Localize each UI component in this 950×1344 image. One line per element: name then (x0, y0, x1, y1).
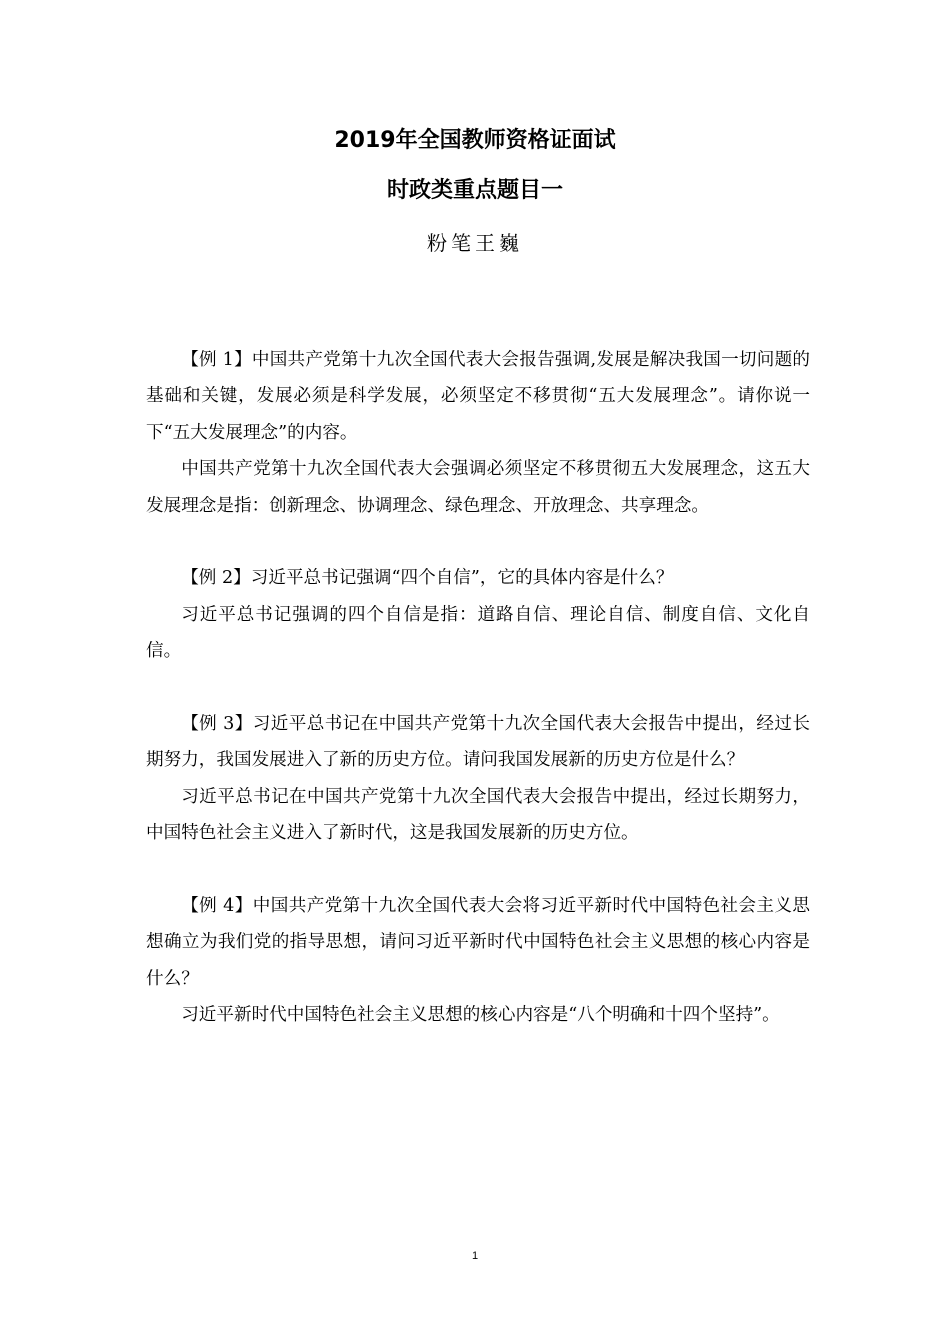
example-label: 【例 3】 (181, 714, 253, 735)
example-2 (146, 560, 810, 669)
example-label: 【例 2】 (181, 568, 251, 589)
example-label: 【例 1】 (181, 350, 252, 370)
example-3 (146, 706, 810, 852)
example-label: 【例 4】 (181, 896, 253, 917)
document-title: 2019年全国教师资格证面试 (334, 128, 616, 153)
question-text: 习近平总书记强调“四个自信”，它的具体内容是什么？ (250, 568, 674, 589)
document-subtitle: 时政类重点题目一 (386, 178, 563, 203)
document-body (146, 342, 810, 1070)
example-1 (146, 342, 810, 524)
example-question (146, 888, 810, 997)
example-question (146, 706, 810, 779)
example-answer: 习近平新时代中国特色社会主义思想的核心内容是“八个明确和十四个坚持”。 (181, 1005, 780, 1026)
example-answer: 习近平总书记强调的四个自信是指：道路自信、理论自信、制度自信、文化自信。 (146, 604, 810, 662)
author-name: 粉笔王巍 (427, 231, 523, 255)
page-number: 1 (471, 1250, 479, 1262)
question-text: 中国共产党第十九次全国代表大会将习近平新时代中国特色社会主义思想确立为我们党的指导思想，请问习近平新时代中国特色社会主义思想的核心内容是什么？ (146, 896, 810, 989)
example-question (146, 342, 810, 451)
example-4 (146, 888, 810, 1034)
example-answer: 中国共产党第十九次全国代表大会强调必须坚定不移贯彻五大发展理念，这五大发展理念是指：创新理念、协调理念、绿色理念、开放理念、共享理念。 (146, 459, 810, 516)
question-text: 习近平总书记在中国共产党第十九次全国代表大会报告中提出，经过长期努力，我国发展进入了新的历史方位。请问我国发展新的历史方位是什么？ (146, 714, 810, 771)
example-question (146, 560, 810, 596)
example-answer: 习近平总书记在中国共产党第十九次全国代表大会报告中提出，经过长期努力，中国特色社会主义进入了新时代，这是我国发展新的历史方位。 (146, 786, 810, 844)
question-text: 中国共产党第十九次全国代表大会报告强调,发展是解决我国一切问题的基础和关键，发展必须是科学发展，必须坚定不移贯彻“五大发展理念”。请你说一下“五大发展理念”的内容。 (146, 350, 810, 443)
